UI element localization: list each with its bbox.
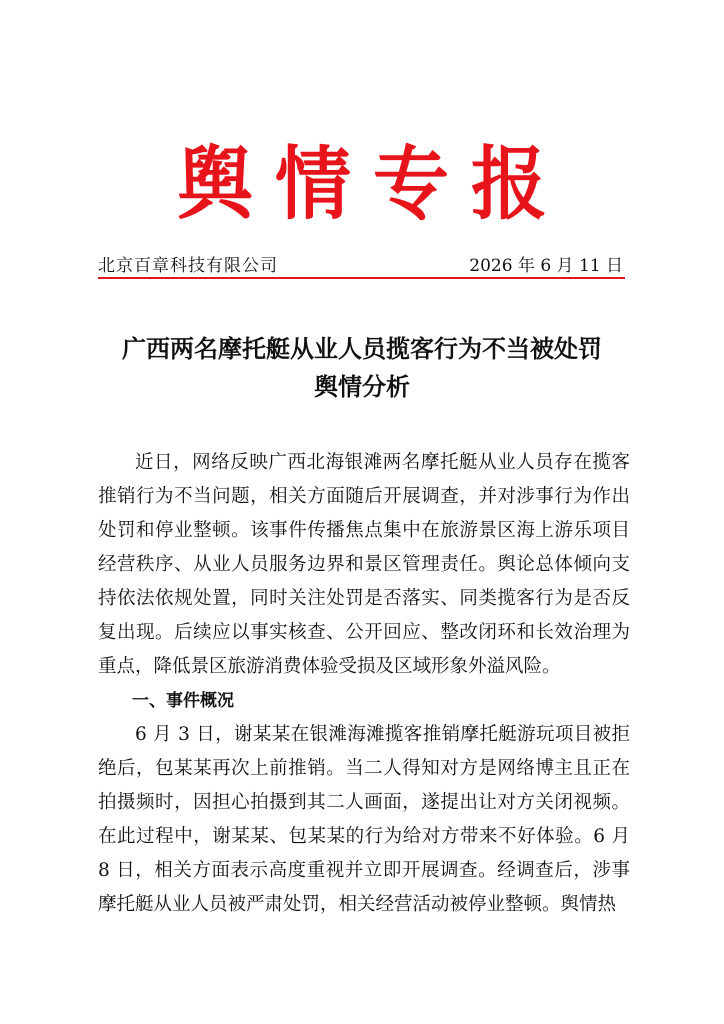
document-title-line-1: 广西两名摩托艇从业人员揽客行为不当被处罚 bbox=[122, 334, 602, 363]
summary-paragraph: 近日，网络反映广西北海银滩两名摩托艇从业人员存在揽客推销行为不当问题，相关方面随后开展调查，并对涉事行为作出处罚和停业整顿。该事件传播焦点集中在旅游景区海上游乐项目经营秩序、从业人员服务边界和景区管理责任。舆论总体倾向支持依法依规处置，同时关注处罚是否落实、同类揽客行为是否反复出现。后续应以事实核查、公开回应、整改闭环和长效治理为重点，降低景区旅游消费体验受损及区域形象外溢风险。 bbox=[98, 452, 630, 677]
event-overview-paragraph: 6 月 3 日，谢某某在银滩海滩揽客推销摩托艇游玩项目被拒绝后，包某某再次上前推销。当二人得知对方是网络博主且正在拍摄频时，因担心拍摄到其二人画面，遂提出让对方关闭视频。在此过程中，谢某某、包某某的行为给对方带来不好体验。6 月 8 日，相关方面表示高度重视并立即开展调查。经调查后，涉事摩托艇从业人员被严肃处罚，相关经营活动被停业整顿。舆情热 bbox=[98, 724, 630, 915]
masthead-title: 舆情专报 bbox=[177, 136, 569, 231]
organization-name: 北京百章科技有限公司 bbox=[98, 256, 278, 276]
red-divider-line bbox=[98, 277, 625, 279]
section-heading-event-overview: 一、事件概况 bbox=[132, 691, 234, 711]
document-body bbox=[98, 446, 630, 922]
document-title bbox=[80, 330, 644, 406]
issue-date: 2026 年 6 月 11 日 bbox=[469, 256, 623, 276]
document-title-line-2: 舆情分析 bbox=[314, 372, 410, 401]
document-header bbox=[98, 254, 625, 278]
